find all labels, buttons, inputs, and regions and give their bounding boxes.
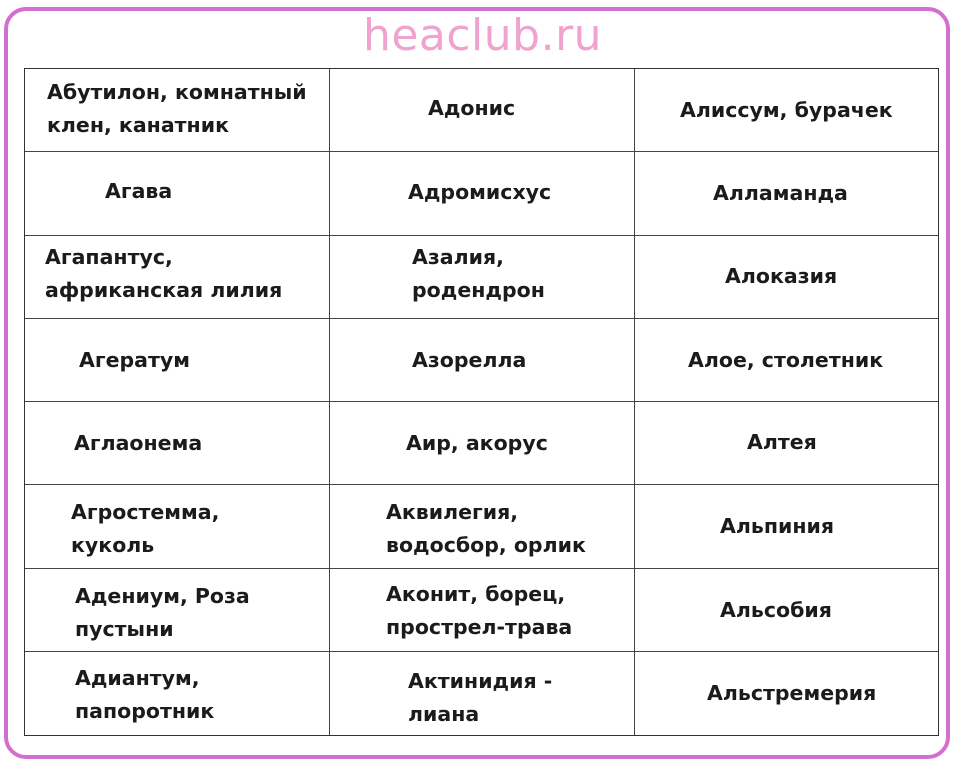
cell-text: Адениум, Роза пустыни <box>75 583 250 641</box>
cell-text: Азорелла <box>412 347 527 372</box>
cell-text: Аконит, борец, прострел-трава <box>386 582 573 640</box>
table-cell <box>330 69 635 152</box>
table-cell <box>25 485 330 568</box>
table-cell <box>635 402 938 485</box>
table-cell <box>25 402 330 485</box>
table-cell <box>25 319 330 402</box>
table-cell <box>25 69 330 152</box>
watermark-text: heaclub.ru <box>362 10 603 61</box>
cell-text: Аквилегия, водосбор, орлик <box>386 499 586 557</box>
cell-text: Аир, акорус <box>406 431 548 456</box>
table-cell <box>330 652 635 735</box>
cell-text: Алламанда <box>713 181 848 206</box>
cell-text: Аглаонема <box>74 431 203 456</box>
table-cell <box>635 319 938 402</box>
cell-text: Абутилон, комнатный клен, канатник <box>47 79 307 137</box>
table-cell <box>635 152 938 235</box>
cell-text: Адромисхус <box>408 180 552 205</box>
table-cell <box>330 485 635 568</box>
cell-text: Агростемма, куколь <box>71 500 220 558</box>
table-cell <box>25 652 330 735</box>
cell-text: Альстремерия <box>707 680 877 705</box>
cell-text: Альпиния <box>720 514 835 539</box>
cell-text: Алое, столетник <box>688 347 884 372</box>
table-cell <box>330 402 635 485</box>
cell-text: Агератум <box>79 347 190 372</box>
cell-text: Алоказия <box>725 264 838 289</box>
cell-text: Азалия, родендрон <box>412 245 545 303</box>
table-cell <box>635 652 938 735</box>
cell-text: Агапантус, африканская лилия <box>45 245 283 303</box>
cell-text: Агава <box>105 179 173 204</box>
cell-text: Алиссум, бурачек <box>680 97 893 122</box>
table-cell <box>330 569 635 652</box>
cell-text: Адиантум, папоротник <box>75 665 215 723</box>
plant-names-table <box>24 68 939 736</box>
table-cell <box>25 152 330 235</box>
table-cell <box>330 236 635 319</box>
table-cell <box>635 569 938 652</box>
cell-text: Адонис <box>428 96 516 121</box>
table-cell <box>330 319 635 402</box>
table-cell <box>25 236 330 319</box>
table-cell <box>635 485 938 568</box>
table-cell <box>635 236 938 319</box>
cell-text: Альсобия <box>720 598 832 623</box>
table-cell <box>25 569 330 652</box>
table-cell <box>635 69 938 152</box>
table-cell <box>330 152 635 235</box>
cell-text: Актинидия - лиана <box>408 668 553 726</box>
cell-text: Алтея <box>747 429 817 454</box>
